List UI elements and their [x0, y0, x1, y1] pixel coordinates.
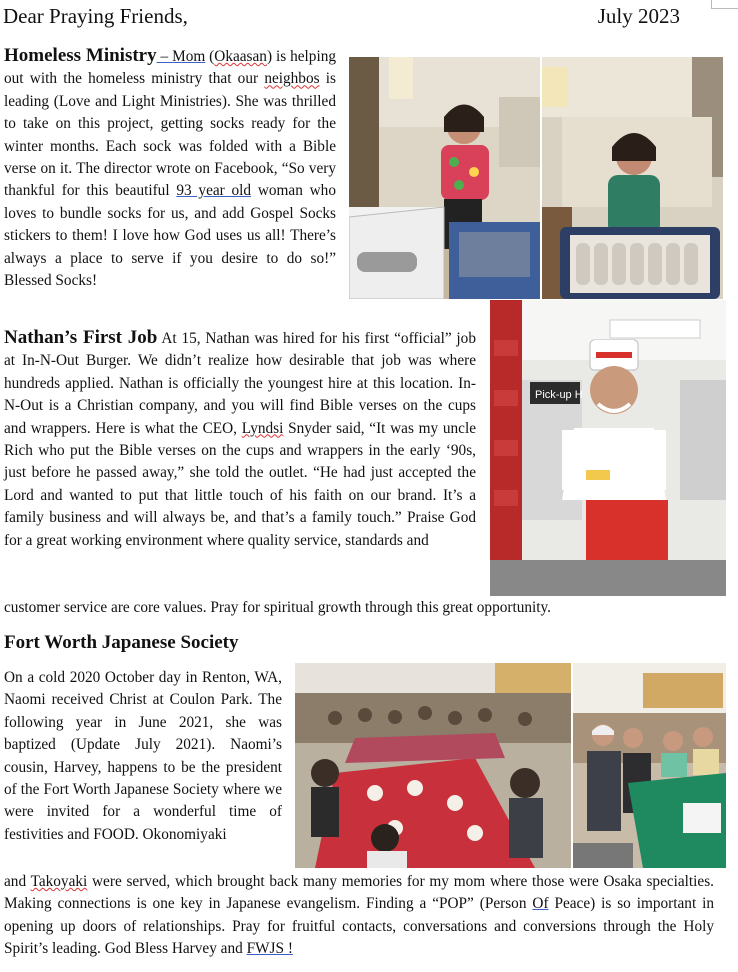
photo-nathan-in-n-out [490, 300, 726, 596]
fwjs-text-2b: were served, which brought back many memories for my mom where those were Osaka specialties. Making connections is one key in Japanese evangelism. Finding a “POP” (Person [4, 873, 715, 913]
homeless-ministry-heading: Homeless Ministry [4, 45, 157, 66]
nathan-text-1: At 15, Nathan was hired for his first “official” job at In-N-Out Burger. We didn’t realize how desirable that job was where hundreds applied. Nathan is officially the youngest hire at this location. In-N-Out is a Christian company, and you will find Bible verses on the cups and wrappers. Here is what the CEO, [4, 330, 476, 437]
fwjs-paragraph-end [4, 871, 714, 961]
okaasan-word: Okaasan [214, 48, 267, 65]
salutation: Dear Praying Friends, [3, 4, 188, 28]
age-phrase: 93 year old [176, 182, 252, 200]
fwjs-paragraph: On a cold 2020 October day in Renton, WA, Naomi received Christ at Coulon Park. The following year in June 2021, she was baptized (Update July 2021). Naomi’s cousin, Harvey, happens to be the president of the Fort Worth Japanese Society where we were invited for a wonderful time of festivities and FOOD. Okonomiyaki [4, 669, 282, 843]
fwjs-text-2c: Peace) is so important in opening up doors of relationships. Pray for fruitful contacts, conversations and conversions through the Holy Spirit’s leading. God Bless Harvey and [4, 895, 715, 958]
mom-link: Mom [172, 48, 206, 65]
neighbos-word: neighbos [264, 70, 320, 88]
page-corner-mark [711, 0, 738, 9]
nathan-job-paragraph [4, 327, 476, 552]
pickup-sign: Pick-up H [535, 389, 583, 401]
lyndsi-word: Lyndsi [241, 419, 284, 437]
photo-mom-with-sock-tray [542, 57, 723, 299]
fwjs-text-2a: and [4, 873, 31, 890]
homeless-text-3: woman who loves to bundle socks for us, and add Gospel Socks stickers to them! I love how God uses us all! There’s always a place to serve if you desire to do so!” Blessed Socks! [4, 182, 336, 290]
letter-date: July 2023 [597, 4, 680, 28]
fwjs-link: FWJS ! [246, 940, 293, 958]
homeless-ministry-paragraph: Homeless Ministry – Mom (Okaasan) is helping out with the homeless ministry that our neighbos is leading (Love and Light Ministries). She was thrilled to take on this project, getting socks ready for the winter months. Each sock was folded with a Bible verse on it. The director wrote on Facebook, “So very thankful for this beautiful 93 year old woman who loves to bundle socks for us, and add Gospel Socks stickers to them! I love how God uses us all! There’s always a place to serve if you desire to do so!” Blessed Socks! [4, 45, 336, 290]
homeless-text-1: is helping out with the homeless ministry that our [4, 48, 336, 88]
homeless-text-2: is leading (Love and Light Ministries). She was thrilled to take on this project, getting socks ready for the winter months. Each sock was folded with a Bible verse on it. The director wrote on Facebook, “So very thankful for this beautiful [4, 70, 336, 200]
fwjs-heading: Fort Worth Japanese Society [4, 632, 239, 653]
nathan-job-paragraph-end: customer service are core values. Pray for spiritual growth through this great opportunity. [4, 599, 551, 616]
photo-group-green-table [573, 663, 726, 868]
takoyaki-word: Takoyaki [30, 873, 88, 890]
photo-mom-folding-socks [349, 57, 540, 299]
nathan-text-2: Snyder said, “It was my uncle Rich who put the Bible verses on the cups and wrappers in the early ‘90s, just before he passed away,” she told the outlet. “He had just accepted the Lord and wanted to put that little touch of his faith on our brand. It’s a family business and will always be, and that’s a family touch.” Praise God for a great working environment where quality service, standards and [4, 419, 477, 549]
nathan-job-heading: Nathan’s First Job [4, 327, 158, 348]
of-word: Of [532, 895, 549, 913]
dash: – [156, 48, 173, 65]
photo-banquet-hall [295, 663, 571, 868]
